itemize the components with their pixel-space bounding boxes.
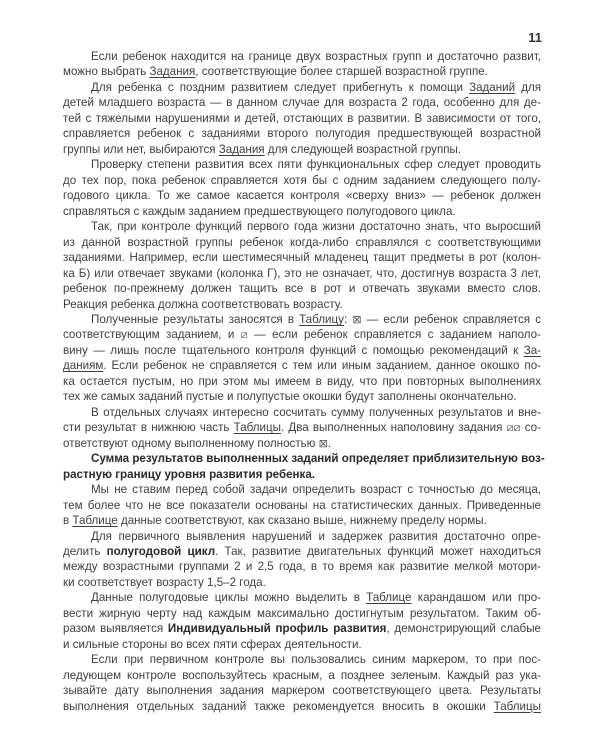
paragraph	[63, 219, 541, 312]
text-line	[63, 652, 541, 667]
bold-paragraph	[63, 451, 545, 482]
text-run: Проверку степени развития всех пяти функциональных сфер следует проводить	[91, 158, 541, 172]
text-run: Для первичного выявления нарушений и задержек развития достаточно опре-	[91, 529, 541, 543]
checked-box-icon: ⊠	[352, 312, 362, 326]
text-line	[63, 513, 541, 528]
text-line	[63, 668, 541, 683]
paragraph	[63, 529, 541, 591]
text-run: для	[515, 80, 541, 94]
text-run: Если ребенок находится на границе двух возрастных групп и достаточно развит,	[91, 50, 541, 63]
text-run: Так, при контроле функций первого года жизни достаточно знать, что выросший	[91, 220, 541, 234]
text-run: ка Б) или отвечает звуками (колонка Г), это не означает, что, достигнув возраста 3 лет,	[63, 266, 541, 280]
text-run: справляется ребенок с заданиями второго полугодия предшествующей возрастной	[63, 127, 541, 141]
text-run: , демонстрирующий слабые	[386, 622, 541, 636]
paragraph	[63, 652, 541, 714]
text-line	[63, 64, 541, 79]
text-line	[63, 436, 541, 451]
page-number: 11	[528, 30, 542, 45]
text-run: детей младшего возраста — в данном случае для возраста 2 года, особенно для де-	[63, 96, 541, 110]
text-run: . Если ребенок не справляется с тем или иным заданием, данное окошко по-	[103, 359, 541, 373]
text-line	[63, 343, 541, 358]
table-reference-link: Задания	[218, 142, 265, 156]
paragraph	[63, 80, 541, 157]
text-line	[63, 683, 541, 698]
text-run: :	[343, 312, 353, 326]
text-run: в	[63, 514, 73, 528]
text-line	[63, 111, 541, 126]
text-line	[63, 157, 541, 172]
text-line	[63, 204, 541, 219]
text-run: выполнения отдельных заданий также рекомендуется вносить в окошки	[63, 699, 494, 713]
bold-text: полугодовой цикл	[106, 545, 216, 558]
text-run: соответствующим заданием, и	[63, 328, 241, 342]
text-line	[63, 49, 541, 64]
paragraph	[63, 49, 541, 80]
text-line	[63, 219, 541, 234]
paragraph	[63, 482, 541, 528]
table-reference-link: Таблицы	[233, 421, 281, 435]
text-line	[63, 173, 541, 188]
text-run: со-	[520, 421, 541, 435]
text-run: Данные полугодовые циклы можно выделить в	[91, 591, 367, 605]
text-line	[63, 559, 541, 574]
text-run: сти результат в нижнюю часть	[63, 421, 234, 435]
text-run: и сильные стороны во всех пяти сферах деятельности.	[63, 637, 362, 651]
table-reference-link: даниям	[63, 359, 104, 373]
text-line	[63, 498, 541, 513]
table-reference-link: Задания	[149, 65, 196, 79]
text-run: В отдельных случаях интересно сосчитать сумму полученных результатов и вне-	[91, 405, 541, 419]
text-run: для следующей возрастной группы.	[264, 142, 462, 156]
text-run: . Так, развитие двигательных функций может находиться	[215, 545, 541, 558]
text-line	[63, 389, 541, 404]
text-line	[63, 590, 541, 605]
bold-text: Индивидуальный профиль развития	[167, 622, 387, 636]
text-run: ответствуют одному выполненному полностью	[63, 436, 319, 450]
text-line	[63, 420, 541, 435]
text-line	[63, 142, 541, 157]
text-line	[63, 281, 541, 296]
text-line	[63, 126, 541, 141]
text-line	[63, 544, 541, 559]
text-run: , соответствующие более старшей возрастной группе.	[195, 65, 488, 79]
text-run: ребенок по-прежнему должен тащить все в рот и отвечать звуками вместо слов.	[63, 282, 541, 296]
text-line	[63, 482, 541, 497]
text-run: Если при первичном контроле вы пользовались синим маркером, то при пос-	[91, 653, 541, 667]
text-run: — если ребенок справляется с	[361, 312, 541, 326]
text-run: карандашом или про-	[411, 591, 542, 605]
text-run: ка остается пустым, но при этом мы имеем в виду, что при повторных выполнениях	[63, 374, 541, 388]
text-line	[63, 637, 541, 652]
text-run: заданиями. Например, если шестимесячный младенец тащит предметы в рот (колон-	[63, 251, 541, 265]
text-line	[63, 529, 541, 544]
text-line	[63, 297, 541, 312]
text-line	[63, 188, 541, 203]
table-reference-link: Таблицу	[299, 312, 344, 326]
table-reference-link: Таблице	[366, 591, 412, 605]
paragraph	[63, 405, 541, 451]
text-line	[63, 327, 541, 342]
bold-text: Сумма результатов выполненных заданий определяет приблизительную воз-	[91, 452, 545, 466]
paragraph	[63, 312, 541, 405]
text-run: из данной возрастной группы ребенок когда-либо справлялся с соответствующими	[63, 235, 541, 249]
text-run: справляться с каждым заданием предшествующего полугодового цикла.	[63, 204, 456, 218]
text-run: разом выявляется	[63, 622, 168, 636]
text-line	[63, 451, 545, 466]
half-checked-box-icon: ⧄	[240, 328, 248, 342]
text-line	[63, 575, 541, 590]
bold-text: растную границу уровня развития ребенка.	[63, 467, 316, 481]
text-run: ки соответствует возрасту 1,5–2 года.	[63, 575, 266, 589]
text-run: Полученные результаты заносятся в	[91, 312, 300, 326]
text-run: Мы не ставим перед собой задачи определить возраст с точностью до месяца,	[91, 483, 541, 497]
text-run: годового цикла. То же самое касается контроля «сверху вниз» — ребенок должен	[63, 189, 541, 203]
text-run: .	[327, 436, 332, 450]
text-run: между возрастными группами 2 и 2,5 года, в то время как развитие мелкой мотори-	[63, 560, 541, 574]
text-line	[63, 467, 541, 482]
text-line	[63, 374, 541, 389]
table-reference-link: Заданий	[469, 80, 516, 94]
text-run: . Два выполненных наполовину задания	[280, 421, 507, 435]
text-run: вести жирную черту над каждым максимально достигнутым результатом. Таким об-	[63, 606, 541, 620]
body-text	[63, 49, 545, 714]
text-run: вину — лишь после тщательного контроля функций с помощью рекомендаций к	[63, 343, 524, 357]
text-run: можно выбрать	[63, 65, 150, 79]
text-run: тем более что не все показатели основаны на статистических данных. Приведенные	[63, 498, 541, 512]
table-reference-link: Таблице	[72, 514, 118, 528]
text-line	[63, 266, 541, 281]
half-checked-box-icon: ⧄⧄	[506, 421, 521, 435]
text-line	[63, 699, 541, 714]
paragraph	[63, 590, 541, 652]
text-line	[63, 250, 541, 265]
text-line	[63, 405, 541, 420]
checked-box-icon: ⊠	[318, 436, 328, 450]
text-line	[63, 235, 541, 250]
text-run: ледующем контроле воспользуйтесь красным, а позднее зеленым. Каждый раз ука-	[63, 668, 541, 682]
text-run: Реакция ребенка должна соответствовать возрасту.	[63, 297, 343, 311]
text-line	[63, 358, 541, 373]
text-line	[63, 606, 541, 621]
text-line	[63, 80, 541, 95]
text-run: данные соответствуют, как сказано выше, нижнему пределу нормы.	[117, 514, 487, 528]
text-run: тей с тяжелыми нарушениями и детей, отстающих в развитии. В зависимости от того,	[63, 111, 541, 125]
text-run: группы или нет, выбираются	[63, 142, 219, 156]
paragraph	[63, 157, 541, 219]
text-run: тех же самых заданий пустые и полупустые окошки будут заполнены окончательно.	[63, 390, 517, 404]
text-run: зывайте дату выполнения задания маркером соответствующего цвета. Результаты	[63, 684, 541, 698]
text-run: — если ребенок справляется с заданием наполо-	[247, 328, 541, 342]
table-reference-link: Таблицы	[493, 699, 541, 713]
text-line	[63, 621, 541, 636]
text-run: делить	[63, 545, 107, 558]
text-run: до тех пор, пока ребенок справляется хотя бы с одним заданием следующего полу-	[63, 173, 541, 187]
text-line	[63, 95, 541, 110]
text-run: Для ребенка с поздним развитием следует прибегнуть к помощи	[91, 80, 470, 94]
table-reference-link: За-	[523, 343, 541, 357]
text-line	[63, 312, 541, 327]
